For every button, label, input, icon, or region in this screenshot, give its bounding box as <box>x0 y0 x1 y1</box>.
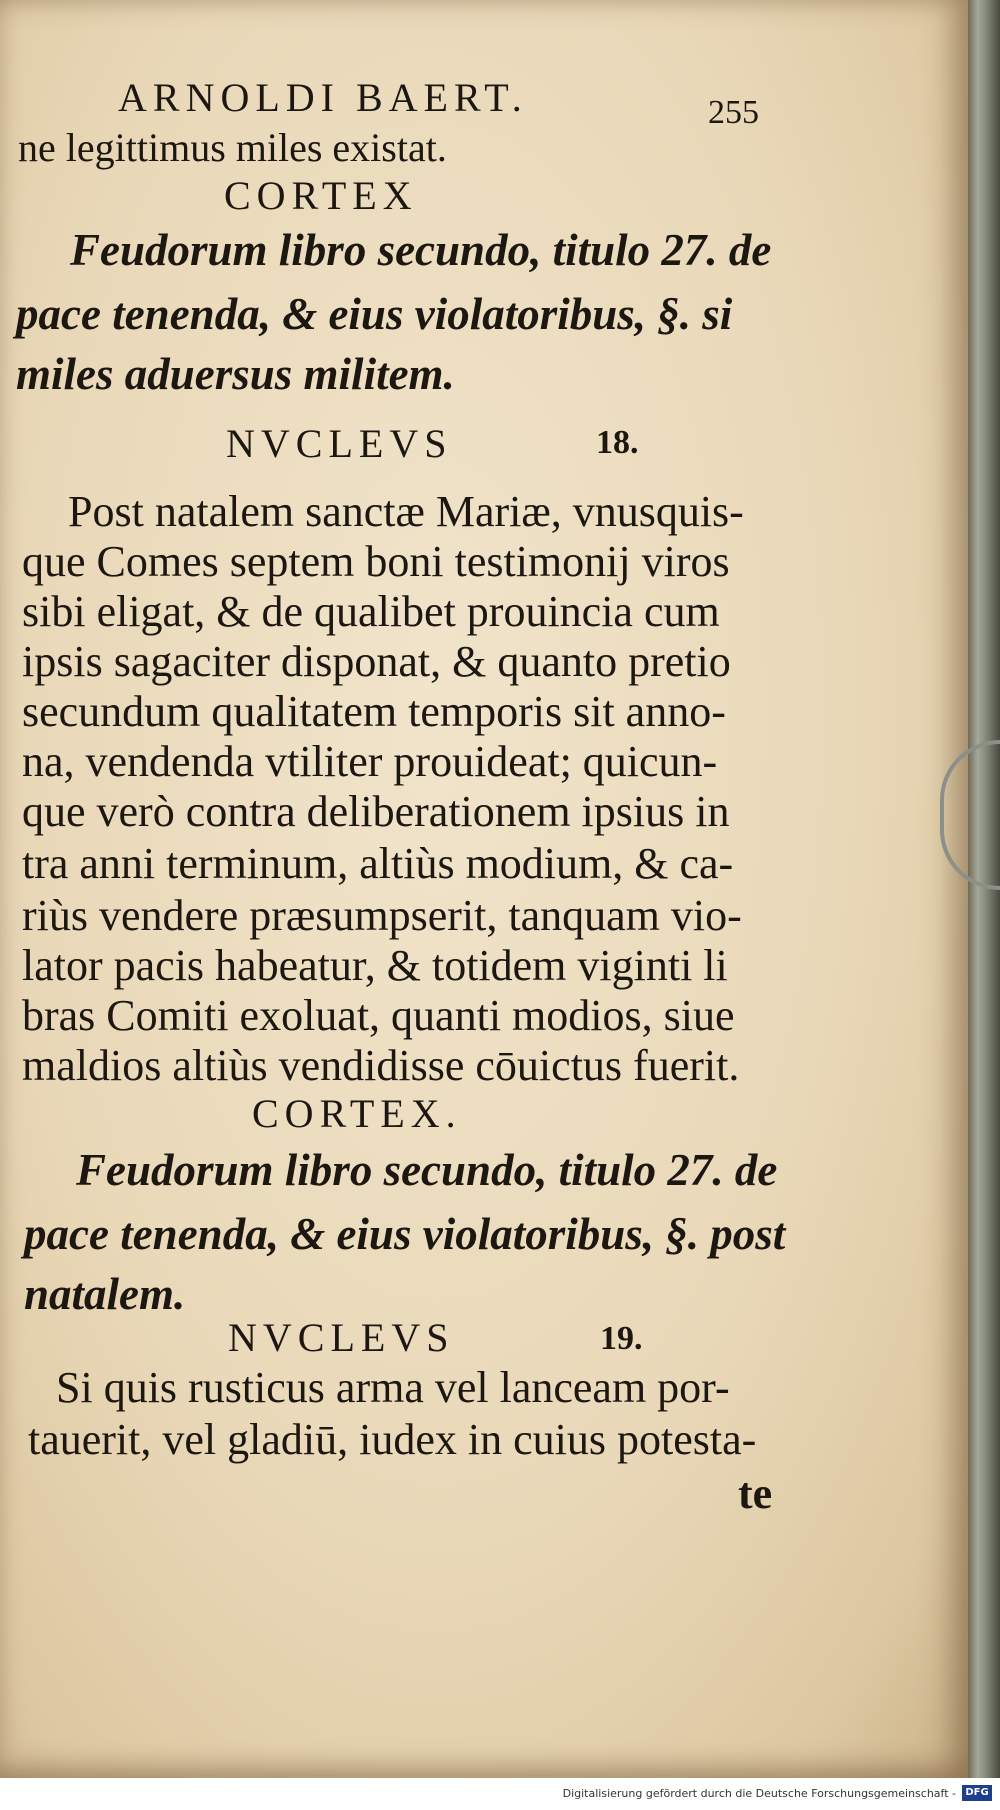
cortex-line: pace tenenda, & eius violatoribus, §. si <box>16 289 733 339</box>
section-heading-nucleus: NVCLEVS <box>228 1315 455 1360</box>
text-line: ipsis sagaciter disponat, & quanto pretio <box>22 637 731 686</box>
funding-credit: Digitalisierung gefördert durch die Deutsche Forschungsgemeinschaft - <box>562 1787 956 1800</box>
section-heading-nucleus: NVCLEVS <box>226 421 453 466</box>
text-line: riùs vendere præsumpserit, tanquam vio- <box>22 891 742 940</box>
text-line: bras Comiti exoluat, quanti modios, siue <box>22 991 735 1040</box>
text-line: Post natalem sanctæ Mariæ, vnusquis- <box>68 487 744 536</box>
text-line: que Comes septem boni testimonij viros <box>22 537 730 586</box>
cortex-line: miles aduersus militem. <box>16 349 455 399</box>
text-line: que verò contra deliberationem ipsius in <box>22 787 730 836</box>
cortex-line: Feudorum libro secundo, titulo 27. de <box>70 225 772 275</box>
section-heading-cortex: CORTEX <box>224 173 418 218</box>
text-line: sibi eligat, & de qualibet prouincia cum <box>22 587 720 636</box>
text-line: na, vendenda vtiliter prouideat; quicun- <box>22 737 718 786</box>
cortex-line: Feudorum libro secundo, titulo 27. de <box>76 1145 778 1195</box>
section-heading-cortex: CORTEX. <box>252 1091 462 1136</box>
text-line: maldios altiùs vendidisse cōuictus fuerit. <box>22 1041 740 1090</box>
text-line: lator pacis habeatur, & totidem viginti li <box>22 941 728 990</box>
cortex-line: natalem. <box>24 1269 186 1319</box>
text-line: Si quis rusticus arma vel lanceam por- <box>56 1363 730 1412</box>
footer-bar <box>0 1778 1000 1810</box>
text-line: tauerit, vel gladiū, iudex in cuius potesta- <box>28 1415 757 1464</box>
running-title: ARNOLDI BAERT. <box>118 75 528 120</box>
cortex-line: pace tenenda, & eius violatoribus, §. post <box>24 1209 786 1259</box>
dfg-logo-icon: DFG <box>962 1785 992 1801</box>
catchword: te <box>738 1469 773 1518</box>
text-line: secundum qualitatem temporis sit anno- <box>22 687 726 736</box>
nucleus-number: 19. <box>600 1320 643 1357</box>
text-line: ne legittimus miles existat. <box>18 125 447 170</box>
page-number: 255 <box>708 94 759 131</box>
text-line: tra anni terminum, altiùs modium, & ca- <box>22 839 734 888</box>
nucleus-number: 18. <box>596 424 639 461</box>
